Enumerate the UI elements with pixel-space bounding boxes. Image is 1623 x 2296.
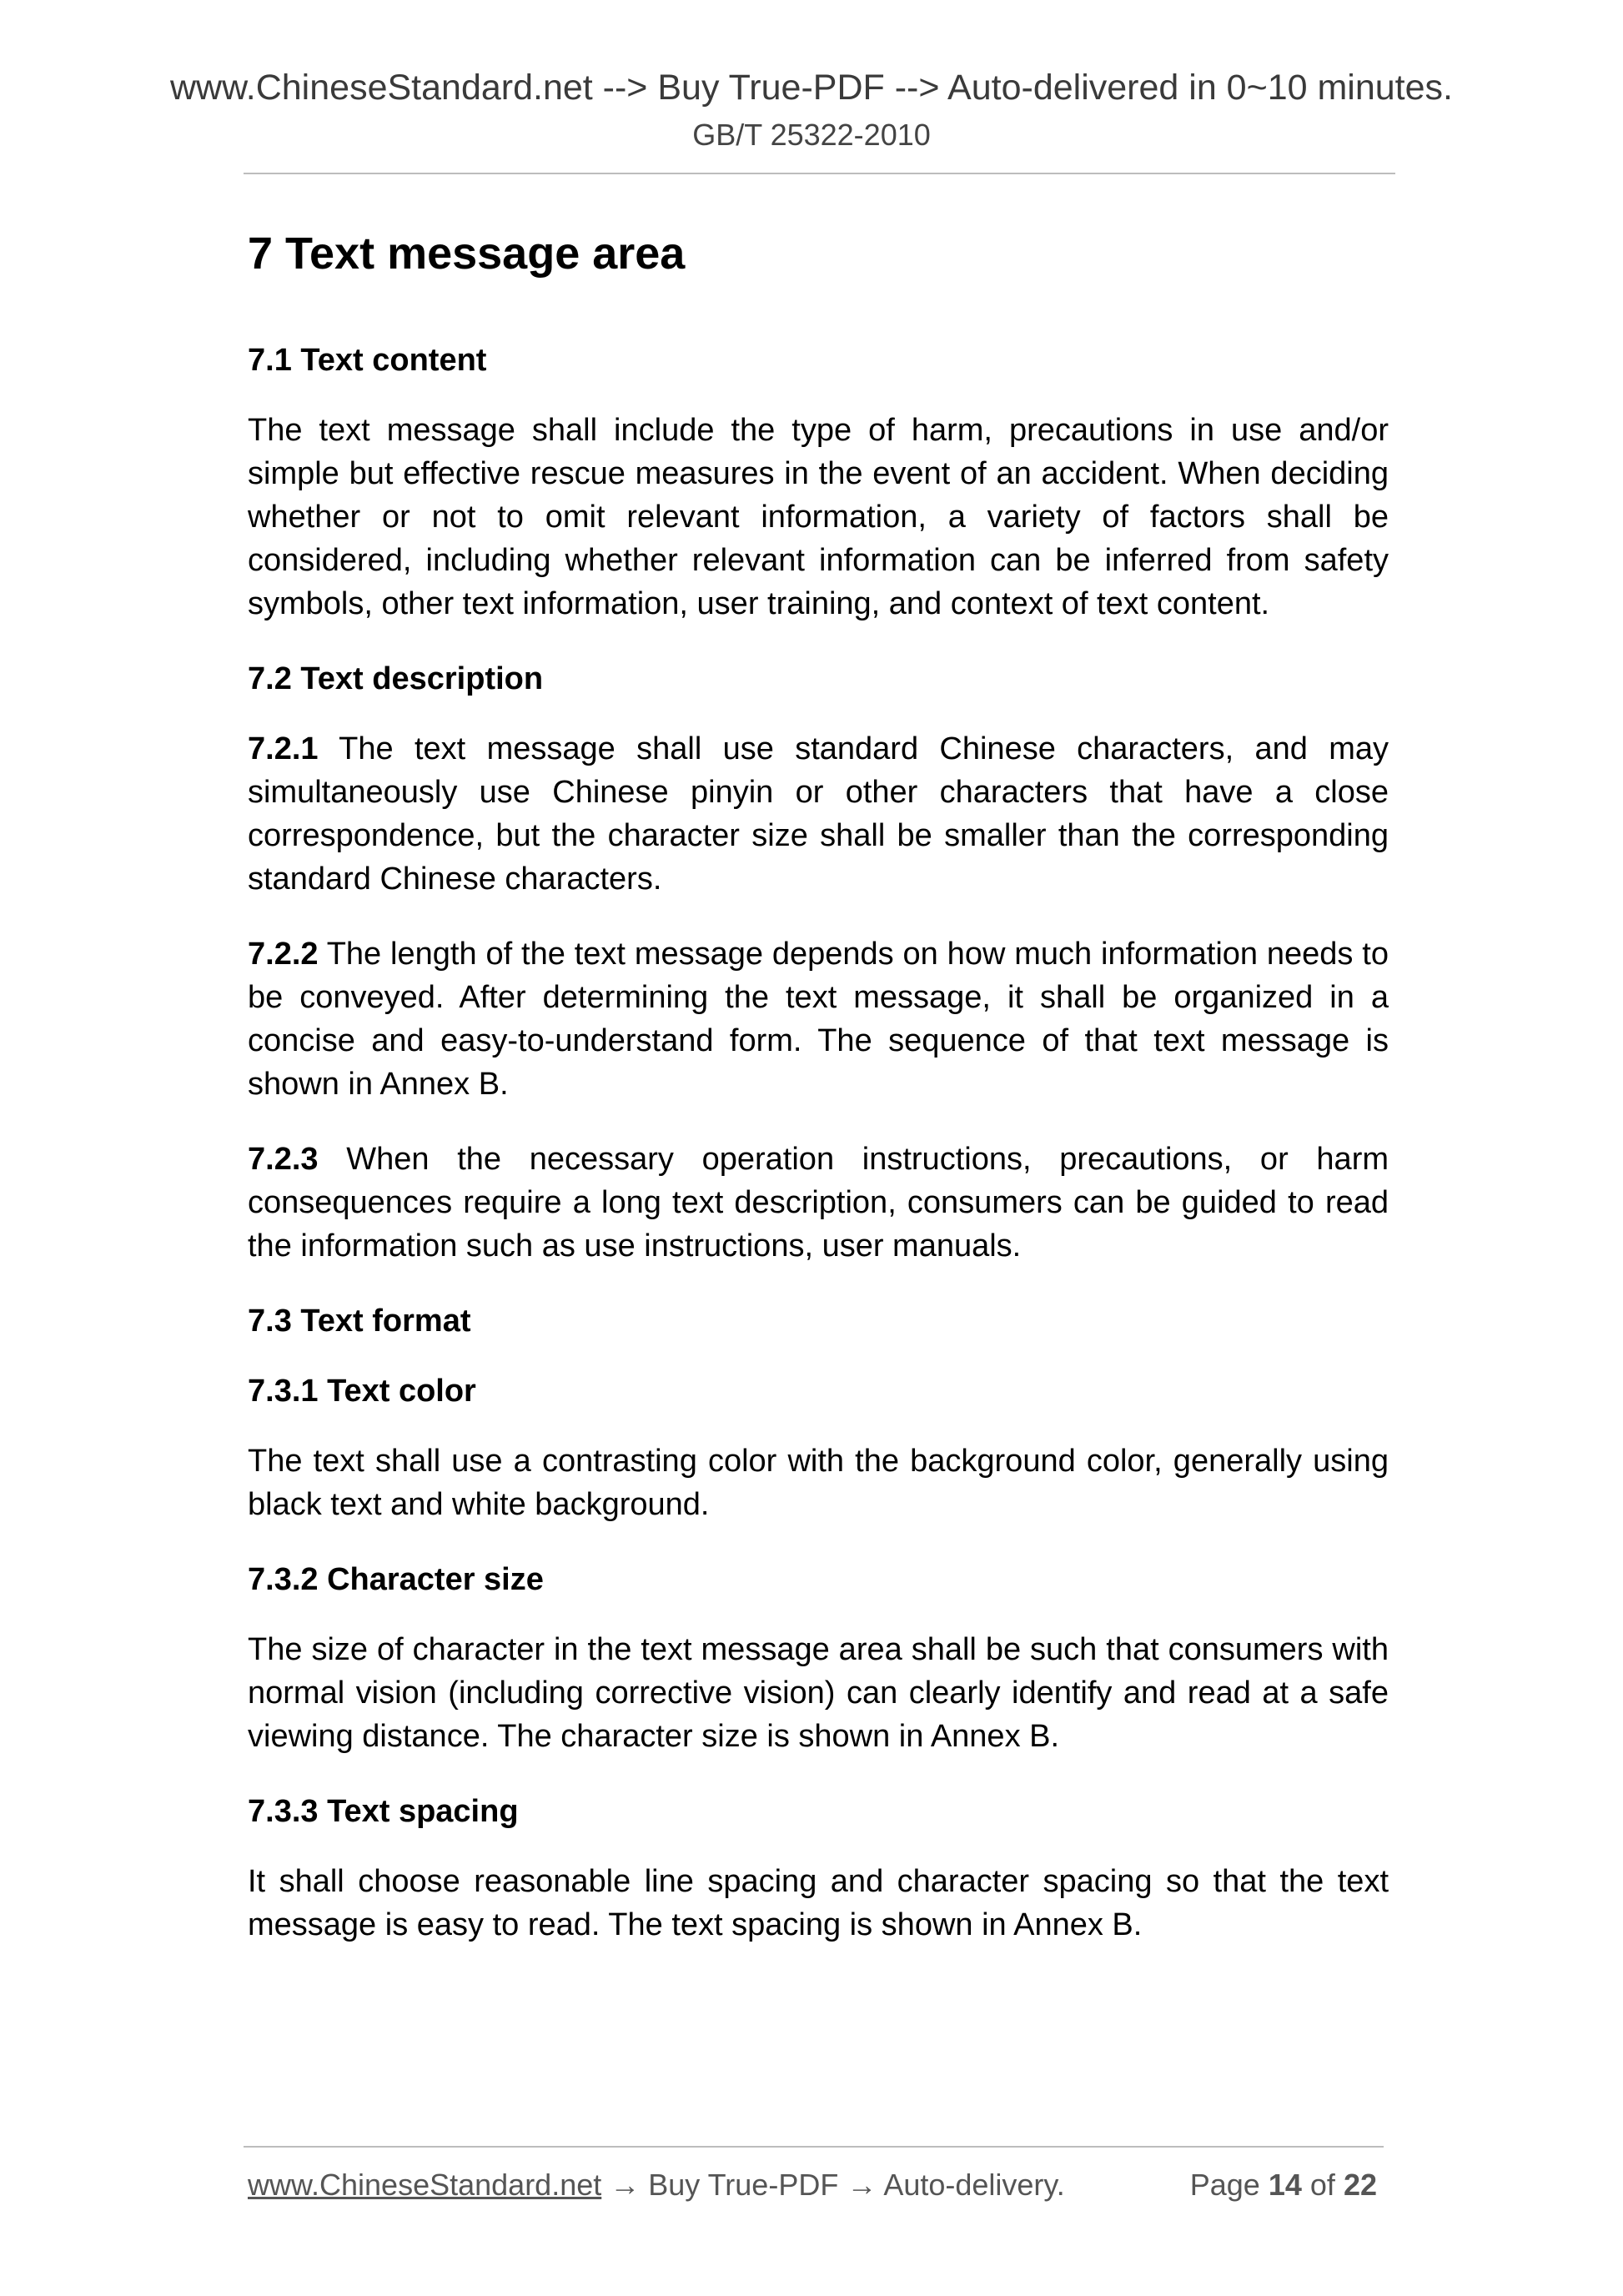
clause-7-2-2 (248, 932, 1389, 1106)
footer-website-link[interactable]: www.ChineseStandard.net (248, 2168, 602, 2202)
heading-7-2: 7.2 Text description (248, 661, 544, 696)
page-number (1190, 2166, 1377, 2204)
heading-7-1: 7.1 Text content (248, 343, 487, 378)
header-banner: www.ChineseStandard.net --> Buy True-PDF --> Auto-delivered in 0~10 minutes. (169, 68, 1453, 108)
clause-number: 7.2.2 (248, 937, 319, 972)
heading-7-3-1: 7.3.1 Text color (248, 1374, 476, 1409)
heading-7-3: 7.3 Text format (248, 1304, 471, 1339)
clause-number: 7.2.1 (248, 731, 319, 766)
clause-text: The length of the text message depends on how much information needs to be conveyed. After determining the text message, it shall be organized in a concise and easy-to-understand form. The sequence of that text message is shown in Annex B. (248, 937, 1389, 1102)
clause-7-2-1 (248, 727, 1389, 901)
paragraph-7-3-3: It shall choose reasonable line spacing and character spacing so that the text message is easy to read. The text spacing is shown in Annex B. (248, 1864, 1389, 1942)
heading-7-3-3: 7.3.3 Text spacing (248, 1794, 519, 1829)
clause-text: The text message shall use standard Chinese characters, and may simultaneously use Chinese pinyin or other characters that have a close correspondence, but the character size shall be smaller than the corresponding standard Chinese characters. (248, 731, 1389, 897)
paragraph-7-3-2: The size of character in the text message area shall be such that consumers with normal vision (including corrective vision) can clearly identify and read at a safe viewing distance. The character size is shown in Annex B. (248, 1632, 1389, 1754)
page-current: 14 (1268, 2168, 1302, 2202)
section-title: 7 Text message area (248, 229, 686, 279)
clause-7-2-3 (248, 1138, 1389, 1268)
document-body (248, 215, 1389, 1978)
paragraph-7-1: The text message shall include the type of harm, precautions in use and/or simple but effective rescue measures in the event of an accident. When deciding whether or not to omit relevant information, a variety of factors shall be considered, including whether relevant information can be inferred from safety symbols, other text information, user training, and context of text content. (248, 413, 1389, 621)
of-label: of (1309, 2168, 1335, 2202)
clause-text: When the necessary operation instructions, precautions, or harm consequences require a long text description, consumers can be guided to read the information such as use instructions, user manuals. (248, 1142, 1389, 1264)
footer-divider (244, 2146, 1384, 2148)
page-label: Page (1189, 2168, 1260, 2202)
page-total: 22 (1343, 2168, 1377, 2202)
header-divider (244, 173, 1395, 174)
clause-number: 7.2.3 (248, 1142, 319, 1177)
standard-code: GB/T 25322-2010 (692, 118, 931, 152)
heading-7-3-2: 7.3.2 Character size (248, 1562, 544, 1597)
footer-promo (248, 2166, 1065, 2204)
footer-buy-text: → Buy True-PDF → Auto-delivery. (601, 2168, 1065, 2202)
paragraph-7-3-1: The text shall use a contrasting color with the background color, generally using black text and white background. (248, 1444, 1389, 1522)
